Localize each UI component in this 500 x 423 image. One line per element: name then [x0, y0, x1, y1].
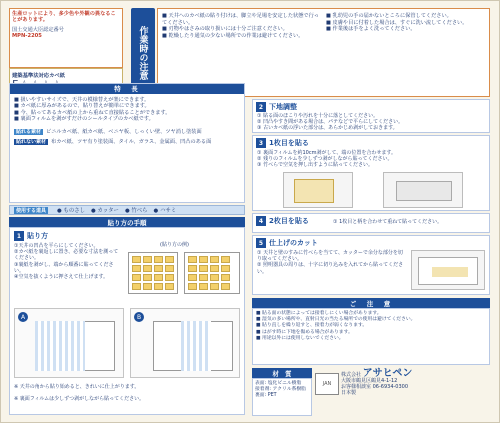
notes-title: ご 注 意	[252, 298, 490, 308]
step5-line: ② 照明器具の周りは、十字に切り込みを入れてから貼ってください。	[257, 262, 404, 275]
suitable-text: ビニルカベ紙、紙カベ紙、ベニヤ板、しっくい壁、ツヤ消し塗装面	[46, 128, 202, 135]
step2-line: ① 貼る面のほこりや汚れを十分に落としてください。	[257, 113, 379, 119]
step5-number: 5	[256, 238, 266, 248]
step2-line: ③ 古いカベ紙の浮いた部分は、あらかじめ剥がしておきます。	[257, 125, 398, 132]
step2-title: 下地調整	[269, 103, 297, 111]
step3-illustration-b	[383, 172, 463, 208]
made-in: 日本製	[341, 390, 357, 396]
step5-line: ① 天井と壁のすみに竹べらを当てて、カッターで余分な部分を切り取ってください。	[257, 250, 403, 263]
howto-box	[9, 227, 245, 415]
step1-title: 貼り方	[27, 232, 48, 240]
step5-illustration	[411, 250, 485, 290]
step3-text	[257, 150, 487, 169]
note-line: ■ 貼り直しを繰り返すと、接着力が弱くなります。	[256, 323, 368, 329]
caution-line: ■ 皮膚や目に付着した場合は、すぐに洗い流してください。	[326, 19, 468, 26]
notice-box	[9, 8, 123, 68]
diagram-a-label: A	[18, 312, 28, 322]
features-box	[9, 83, 245, 203]
step4-line: ① 1枚目と柄を合わせて重ねて貼ってください。	[333, 219, 443, 225]
step4-title: 2枚目を貼る	[269, 217, 309, 225]
caution-line: ■ 天井へのカベ紙の貼り付けは、脚立や足場を安定した状態で行ってください。	[162, 13, 319, 26]
cert-label: 国土交通大臣認定番号	[12, 26, 64, 33]
step3-line: ② 残りのフィルムを少しずつ剥がしながら貼ってください。	[257, 156, 393, 163]
step2-line: ② 凹凸やすき間がある場合は、パテなどで平らにしてください。	[257, 119, 404, 126]
step3-illustration	[283, 172, 353, 208]
howto-title: 貼り方の手順	[9, 217, 245, 227]
step2-text	[257, 113, 403, 132]
feature-line: ■ 扱いやすいサイズで、天井の模様替えが楽にできます。	[14, 97, 150, 103]
tel-number: 06-6934-0300	[372, 384, 409, 390]
layout-figure-a	[128, 252, 178, 294]
cert-number: MPN-2205	[12, 32, 42, 39]
tool-item: ● ハサミ	[153, 208, 177, 214]
step5-head	[256, 238, 318, 248]
step2-box	[252, 99, 490, 133]
step1-line: ③裏紙を剥がし、端から順番に貼ってください。	[14, 261, 114, 274]
step1-head	[14, 231, 48, 241]
step2-head	[256, 102, 297, 112]
caution-tab: 作業時の注意	[131, 8, 155, 97]
step3-line: ③ 竹べらで空気を押し出すように貼ってください。	[257, 162, 374, 169]
caution-left-column	[162, 13, 322, 39]
feature-line: ■ 裏面フィルムを剥がすだけのシールタイプのカベ紙です。	[14, 116, 154, 123]
caution-line: ■ 乳幼児の手の届かないところに保管してください。	[326, 13, 452, 19]
unsuitable-text: 布カベ紙、ツヤ有り塗装面、タイル、ガラス、金属面、凹凸のある面	[51, 139, 212, 146]
step4-box	[252, 213, 490, 233]
company-prefix: 株式会社	[341, 372, 362, 378]
note-line: ■ 湿気の多い場所や、直射日光の当たる場所での使用は避けてください。	[256, 317, 416, 323]
step3-box	[252, 135, 490, 211]
step4-head	[256, 216, 309, 226]
caution-right-column	[326, 13, 486, 33]
caution-line: ■ 刃物やはさみの取り扱いには十分ご注意ください。	[162, 26, 288, 32]
layout-figure-b	[184, 252, 240, 294]
material-line: 表面: 塩化ビニル樹脂	[255, 381, 302, 386]
note-line: ■ はがす時に下地を傷める場合があります。	[256, 329, 353, 335]
caution-line: ■ 乾燥したり通気の少ない場所での作業は避けてください。	[162, 32, 304, 39]
feature-line: ■ 今、貼ってあるカベ紙の上から重ねて直接貼ることができます。	[14, 109, 171, 116]
example-caption: (貼り方の例)	[160, 242, 189, 248]
company-block	[341, 368, 490, 416]
tool-item: ● ものさし	[57, 208, 85, 214]
howto-note: ※ 裏面フィルムは少しずつ剥がしながら貼ってください。	[14, 396, 145, 402]
unsuitable-tag: 貼れない素材	[16, 139, 47, 146]
step5-box	[252, 235, 490, 295]
step1-text	[14, 243, 122, 280]
step1-line: ②カベ紙を裏返しに置き、必要な寸法を測ってください。	[14, 249, 119, 262]
material-line: 裏面: PET	[255, 393, 277, 398]
material-box	[252, 378, 312, 416]
standard-label: 建築基準法対応カベ紙	[12, 73, 65, 79]
step2-number: 2	[256, 102, 266, 112]
company-address: 大阪市鶴見区鶴見4-1-12	[341, 378, 398, 384]
step4-number: 4	[256, 216, 266, 226]
tools-strip	[9, 205, 245, 215]
step5-text	[257, 250, 407, 275]
howto-note: ※ 天井の角から貼り始めると、きれいに仕上がります。	[14, 384, 140, 390]
company-logo: アサヒペン	[362, 368, 413, 379]
step3-line: ① 裏面フィルムを約10cm剥がして、端の位置を合わせます。	[257, 150, 396, 156]
diagram-b	[130, 308, 240, 378]
note-line: ■ 貼る面の状態によっては接着しにくい場合があります。	[256, 311, 382, 316]
diagram-b-label: B	[134, 312, 144, 322]
caution-line: ■ 作業後は手をよく洗ってください。	[326, 26, 416, 32]
step1-number: 1	[14, 231, 24, 241]
notice-line: 生産ロットにより、多少色や外観の異なることがあります。	[12, 11, 116, 24]
tool-item: ● カッター	[91, 208, 119, 214]
step3-number: 3	[256, 138, 266, 148]
suitable-tag: 貼れる素材	[16, 128, 42, 135]
step1-line: ④空気を抜くように押さえて仕上げます。	[14, 274, 109, 281]
step5-title: 仕上げのカット	[269, 239, 318, 247]
material-line: 接着剤: アクリル系樹脂	[255, 387, 306, 392]
features-title: 特 長	[10, 84, 244, 94]
barcode-slot: JAN	[315, 373, 339, 395]
tool-item: ● 竹べら	[124, 208, 148, 214]
step1-line: ①天井の凹凸を平らにしてください。	[14, 243, 99, 249]
feature-line: ■ カベ紙に厚みがあるので、貼り替えが簡単にできます。	[14, 103, 150, 110]
diagram-a	[14, 308, 124, 378]
step3-head	[256, 138, 309, 148]
tools-label: 使用する道具	[16, 207, 47, 214]
note-line: ■ 用途以外には使用しないでください。	[256, 335, 344, 341]
notes-box	[252, 308, 490, 365]
tel-label: お客様相談室	[341, 384, 372, 390]
step3-title: 1枚目を貼る	[269, 139, 309, 147]
material-title: 材 質	[252, 368, 312, 378]
